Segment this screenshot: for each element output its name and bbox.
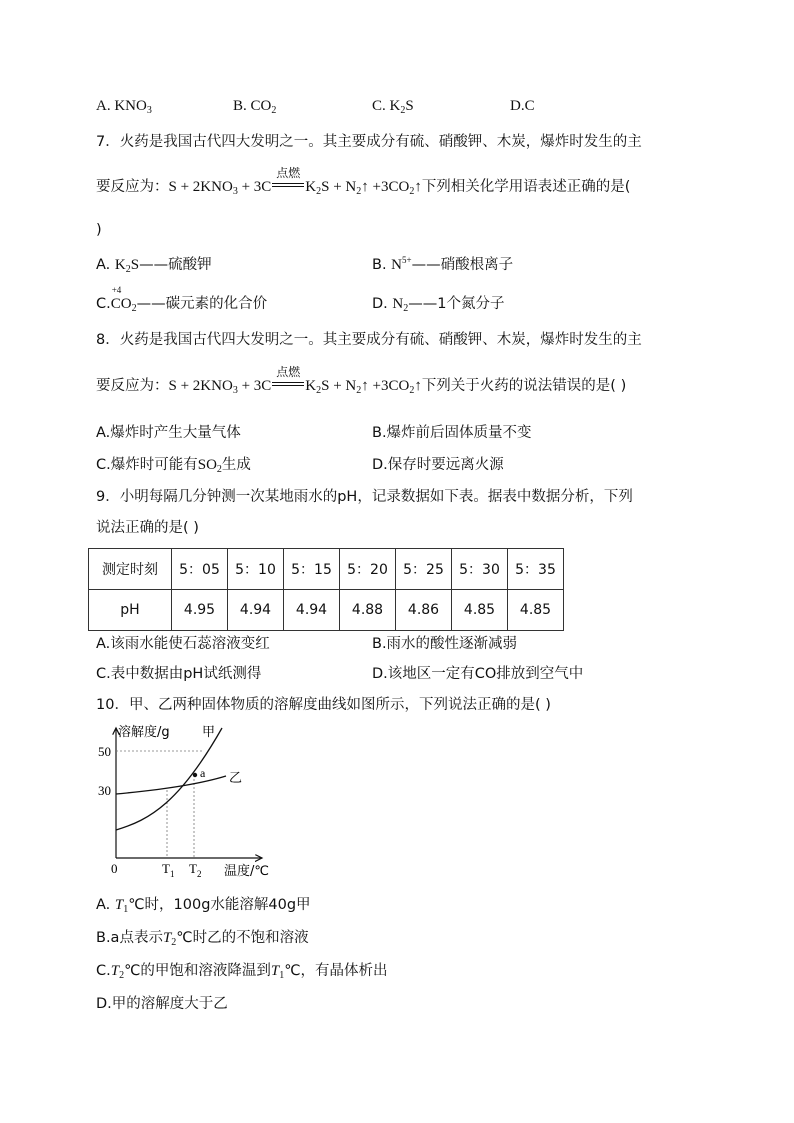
q9-stem-line2: 说法正确的是( ) <box>96 520 199 536</box>
q6-option-b: B. $CO_2$ <box>233 98 277 116</box>
table-header-cell: 测定时刻 <box>89 549 172 590</box>
table-row <box>89 590 564 631</box>
q8-stem-line2: 要反应为：$S + 2KNO_3 + 3C$ 点燃 $K_2S$ + $N_2↑$ $+3CO_2↑$下列关于火药的说法错误的是( ) <box>96 365 627 396</box>
q10-option-b: B.a点表示$T_2℃$时乙的不饱和溶液 <box>96 930 309 948</box>
table-cell: 4.94 <box>228 590 284 631</box>
q8-equation: $S + 2KNO_3 + 3C$ 点燃 $K_2S$ + $N_2↑$ $+3CO_2↑$ <box>168 365 422 396</box>
table-cell: 5：35 <box>508 549 564 590</box>
q9-option-d: D.该地区一定有CO排放到空气中 <box>372 666 584 682</box>
q7-option-a: A. $K_2S——$硫酸钾 <box>96 257 212 275</box>
table-cell: 4.86 <box>396 590 452 631</box>
q8-option-c: C.爆炸时可能有$SO_2$生成 <box>96 457 251 475</box>
q6-option-a: A. $KNO_3$ <box>96 98 152 116</box>
table-cell: 5：05 <box>172 549 228 590</box>
q10-option-a: A. $T_1℃$时，100g水能溶解40g甲 <box>96 897 311 915</box>
table-cell: 4.95 <box>172 590 228 631</box>
q7-stem-line1: 7．火药是我国古代四大发明之一。其主要成分有硫、硝酸钾、木炭，爆炸时发生的主 <box>96 134 642 150</box>
solubility-graph <box>100 722 280 882</box>
q10-option-d: D.甲的溶解度大于乙 <box>96 996 228 1012</box>
x-tick-t1: $T_1$ <box>162 861 175 879</box>
q7-option-d: D. $N_2——1$个氮分子 <box>372 296 505 314</box>
table-cell: 4.85 <box>452 590 508 631</box>
point-a <box>193 773 197 777</box>
q9-stem-line1: 9．小明每隔几分钟测一次某地雨水的pH，记录数据如下表。据表中数据分析，下列 <box>96 489 633 505</box>
table-cell: 5：15 <box>284 549 340 590</box>
q7-equation: $S + 2KNO_3 + 3C$ 点燃 $K_2S$ + $N_2↑$ $+3CO_2↑$ <box>168 166 422 197</box>
q10-stem: 10．甲、乙两种固体物质的溶解度曲线如图所示，下列说法正确的是( ) <box>96 697 551 713</box>
q7-option-c: C. +4 $CO_2——$碳元素的化合价 <box>96 285 268 314</box>
y-tick-30: 30 <box>98 783 111 798</box>
q8-option-b: B.爆炸前后固体质量不变 <box>372 425 532 441</box>
curve-yi <box>116 776 226 794</box>
q10-option-c: $C.T_2℃$的甲饱和溶液降温到$T_1℃$，有晶体析出 <box>96 963 388 981</box>
y-tick-50: 50 <box>98 744 111 759</box>
point-a-label: a <box>200 766 206 780</box>
curve-yi-label: 乙 <box>229 771 243 786</box>
q8-option-d: D.保存时要远离火源 <box>372 457 504 473</box>
table-cell: 4.88 <box>340 590 396 631</box>
y-axis-label: 溶解度/g <box>118 725 170 740</box>
curve-jia <box>116 728 222 830</box>
q7-stem-line2: 要反应为：$S + 2KNO_3 + 3C$ 点燃 $K_2S$ + $N_2↑$ $+3CO_2↑$下列相关化学用语表述正确的是( <box>96 166 631 197</box>
q6-option-c: C. $K_2S$ <box>372 98 414 116</box>
table-cell: 5：25 <box>396 549 452 590</box>
table-cell: 4.85 <box>508 590 564 631</box>
q9-option-a: A.该雨水能使石蕊溶液变红 <box>96 636 270 652</box>
q9-option-c: C.表中数据由pH试纸测得 <box>96 666 262 682</box>
q8-option-a: A.爆炸时产生大量气体 <box>96 425 241 441</box>
x-axis-label: 温度/℃ <box>224 864 269 879</box>
table-cell: 5：10 <box>228 549 284 590</box>
x-tick-t2: $T_2$ <box>189 861 202 879</box>
q8-stem-line1: 8．火药是我国古代四大发明之一。其主要成分有硫、硝酸钾、木炭，爆炸时发生的主 <box>96 332 642 348</box>
table-header-cell: pH <box>89 590 172 631</box>
table-row <box>89 549 564 590</box>
table-cell: 5：20 <box>340 549 396 590</box>
q7-close-paren: ) <box>96 222 102 238</box>
q6-option-d: D.C <box>510 98 535 114</box>
ph-table <box>88 548 564 631</box>
q7-option-b: B. $N^{5+}——$硝酸根离子 <box>372 255 514 273</box>
origin-label: 0 <box>111 861 118 876</box>
table-cell: 5：30 <box>452 549 508 590</box>
table-cell: 4.94 <box>284 590 340 631</box>
q9-option-b: B.雨水的酸性逐渐减弱 <box>372 636 518 652</box>
curve-jia-label: 甲 <box>202 725 216 740</box>
